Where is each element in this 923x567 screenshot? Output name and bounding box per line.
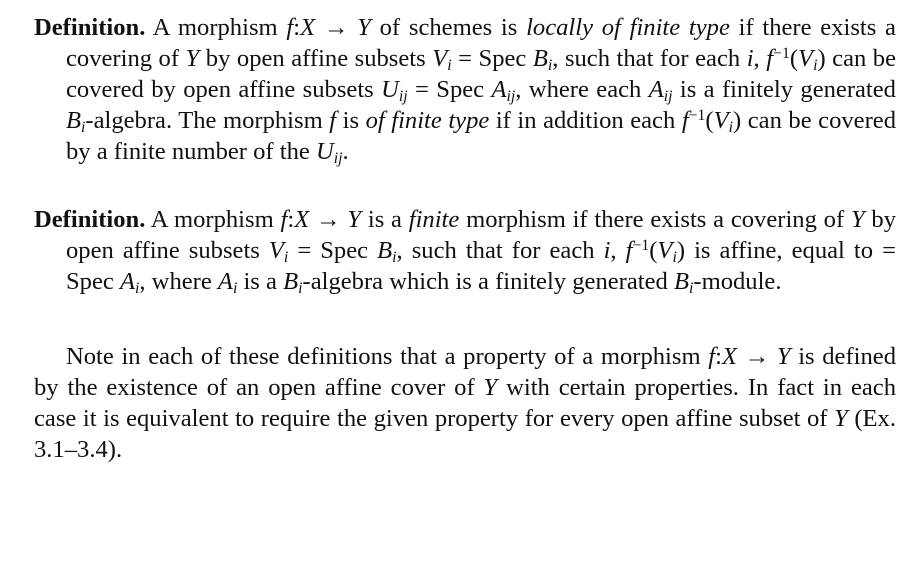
definition-locally-finite-type: Definition. A morphism f:X → Y of schemes is locally of finite type if there exists a covering of Y by open affine subsets $V_i$ = Spec $B_i$, such that for each i, $f^{-1}(V_i)$ can be covered by open affine subsets $U_{ij}$ = Spec $A_{ij}$, where each $A_{ij}$ is a finitely generated $B_i$-algebra. The morphism f is of finite type if in addition each $f^{-1}(V_i)$ can be covered by a finite number of the $U_{ij}$. <box>34 14 897 168</box>
note-paragraph: Note in each of these definitions that a property of a morphism f:X → Y is defined by the existence of an open affine cover of Y with certain properties. In fact in each case it is equivalent to require the given property for every open affine subset of Y (Ex. 3.1–3.4). <box>34 343 896 463</box>
defined-term: finite <box>408 206 460 233</box>
definition-finite-morphism: Definition. A morphism f:X → Y is a finite morphism if there exists a covering of Y by open affine subsets $V_i$ = Spec $B_i$, such that for each i, $f^{-1}(V_i)$ is affine, equal to = Spec $A_i$, where $A_i$ is a $B_i$-algebra which is a finitely generated $B_i$-module. <box>34 206 897 298</box>
defined-term: of finite type <box>365 107 490 134</box>
definition-label: Definition. <box>34 206 146 233</box>
defined-term: locally of finite type <box>526 14 730 41</box>
text-page <box>34 12 896 465</box>
definition-label: Definition. <box>34 14 146 41</box>
